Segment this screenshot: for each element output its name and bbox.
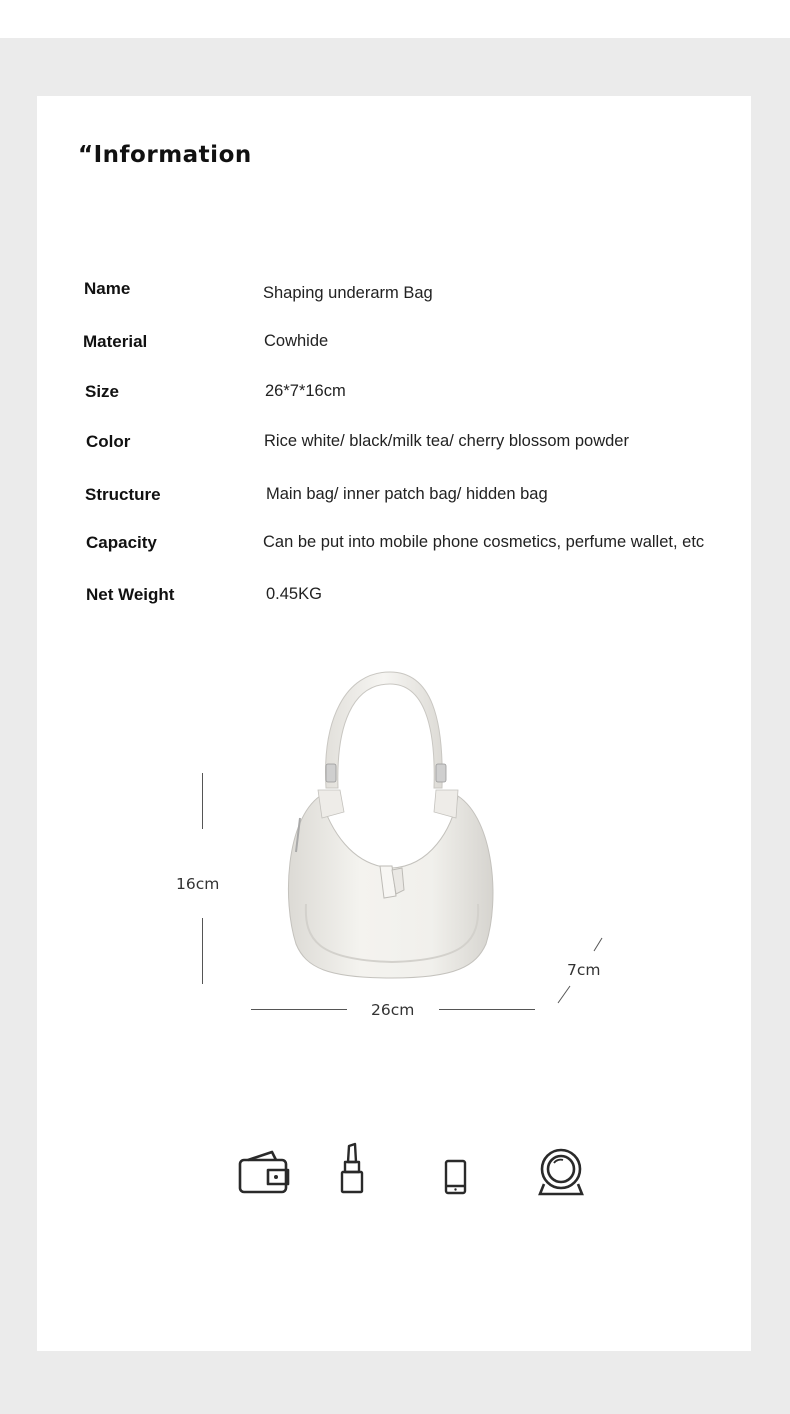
spec-label-name: Name xyxy=(84,279,131,298)
spec-value-color: Rice white/ black/milk tea/ cherry blossom powder xyxy=(264,432,629,450)
wallet-icon xyxy=(240,1152,288,1192)
spec-label-capacity: Capacity xyxy=(86,533,157,552)
spec-label-color: Color xyxy=(86,432,131,451)
spec-label-material: Material xyxy=(83,332,148,351)
spec-value-size: 26*7*16cm xyxy=(265,382,346,400)
depth-dimension: 7cm xyxy=(567,961,601,979)
spec-label-structure: Structure xyxy=(85,485,161,504)
width-dimension: 26cm xyxy=(371,1001,415,1019)
phone-icon xyxy=(446,1161,465,1193)
spec-label-net-weight: Net Weight xyxy=(86,585,175,604)
spec-value-name: Shaping underarm Bag xyxy=(263,284,433,302)
spec-value-structure: Main bag/ inner patch bag/ hidden bag xyxy=(266,485,548,503)
spec-label-size: Size xyxy=(85,382,120,401)
spec-value-material: Cowhide xyxy=(264,332,329,350)
lipstick-icon xyxy=(342,1144,362,1192)
spec-value-net-weight: 0.45KG xyxy=(266,585,322,603)
spec-value-capacity: Can be put into mobile phone cosmetics, perfume wallet, etc xyxy=(263,533,705,551)
height-dimension: 16cm xyxy=(176,875,220,893)
page-title: “Information xyxy=(78,142,252,168)
compact-mirror-icon xyxy=(540,1150,582,1194)
